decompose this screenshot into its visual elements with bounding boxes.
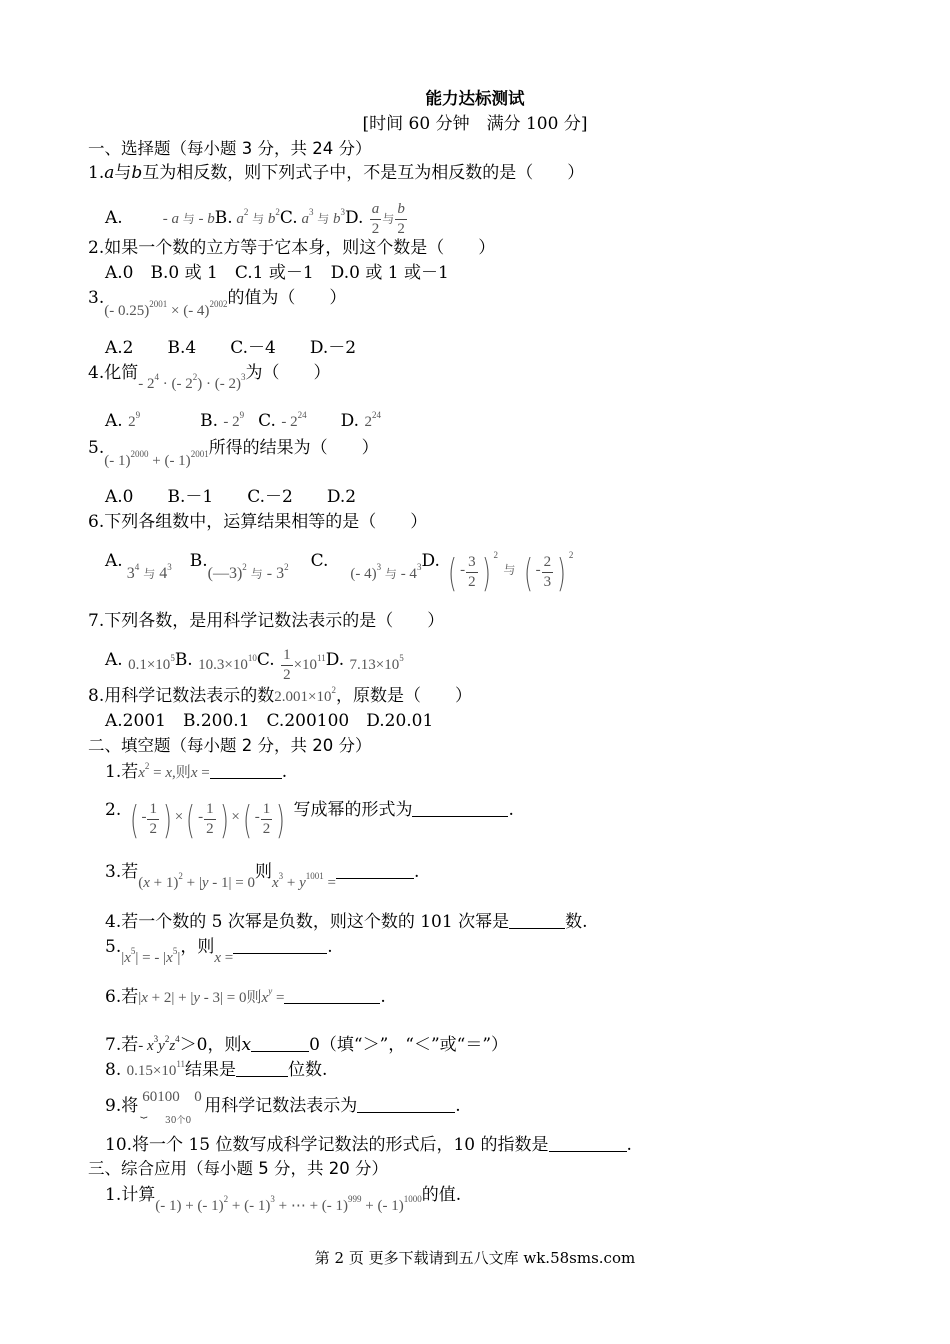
fill-1: 1.若$x^2 = x$,则x = . — [105, 761, 288, 782]
fill-3: 3.若$(x + 1)^2 + |y - 1| = 0$则$x^3 + y^{1001}$ =. — [105, 862, 420, 891]
fill-3-blank[interactable] — [336, 860, 414, 879]
fill-6-blank[interactable] — [284, 985, 380, 1004]
question-3-options: A.2 B.4 C.－4 D.－2 — [105, 338, 357, 358]
fill-8: 8. $0.15\times 10^{11}$结果是 位数. — [105, 1059, 328, 1080]
fill-5: $5.|x^5|$ = - $|x^5|$，则x =. — [105, 937, 333, 966]
section-heading-fill: 二、填空题（每小题 2 分，共 20 分） — [88, 736, 372, 755]
fill-9: 9.将 60100 0 ⏟ 用科学记数法表示为 . — [105, 1089, 461, 1118]
question-8-options: A.2001 B.200.1 C.200100 D.20.01 — [105, 711, 434, 731]
question-3-stem: 3.(- 0.25)$^{2001}$ × (- 4)$^{2002}$的值为（ ） — [88, 288, 347, 319]
page-footer: 第 2 页 更多下载请到五八文库 wk.58sms.com — [314, 1249, 636, 1267]
fill-10: 10.将一个 15 位数写成科学记数法的形式后，10 的指数是 . — [105, 1135, 632, 1155]
fill-9-blank[interactable] — [357, 1094, 455, 1113]
fill-6: 6.若|x + 2| + |y - 3| = 0则$x^y$ = . — [105, 986, 386, 1007]
fill-9-underbrace-label: 30个0 — [165, 1116, 192, 1126]
application-1: 1.计算(- 1) + (- 1)$^2$ + (- 1)$^3$ + ⋯ + (- 1)$^{999}$ + (- 1)$^{1000}$的值. — [105, 1185, 462, 1214]
fill-8-blank[interactable] — [236, 1058, 288, 1077]
question-7-options: A. $0.1\times 10^5B$. $10.3\times 10^{10}C$. $\frac{1}{2}$ $\times 10^{11}D$. $7.13\times 10^5$ — [105, 647, 404, 683]
page-title: 能力达标测试 — [425, 89, 525, 108]
question-7-stem: 7.下列各数，是用科学记数法表示的是（ ） — [88, 611, 445, 631]
question-1-stem: 1.a与b互为相反数，则下列式子中，不是互为相反数的是（ ） — [88, 163, 585, 183]
fill-7-blank[interactable] — [251, 1033, 309, 1052]
question-8-stem: 8.用科学记数法表示的数$2.001\times 10^2$，原数是（ ） — [88, 685, 472, 706]
question-4-stem: 4.化简- $2^4$ · (- $2^2$) · (- 2)$^3$为（ ） — [88, 363, 331, 392]
fill-4: 4.若一个数的 5 次幂是负数，则这个数的 101 次幂是 数. — [105, 912, 588, 932]
fill-10-blank[interactable] — [549, 1133, 627, 1152]
section-heading-choice: 一、选择题（每小题 3 分，共 24 分） — [88, 139, 372, 158]
question-4-options: A. $2^9$ B. - $2^9$ C. - $2^{24}$ D. $2^{24}$ — [105, 410, 381, 431]
fill-7: 7.若- $x^3y^2z^4>0$，则x 0（填“＞”，“＜”或“＝”） — [105, 1034, 509, 1055]
fill-1-blank[interactable] — [210, 760, 282, 779]
question-6-options: A. $3^4$ 与 $4^3$ B.(—3)$^2$ 与 - $3^2$ C.(- 4)$^3$ 与 - $4^3D$. ( - $\frac{3}{2}$ ) 2 与 ( - $\frac{2}{3}$ ) 2 — [105, 550, 574, 595]
fill-2-blank[interactable] — [412, 798, 508, 817]
page-subtitle: [时间 60 分钟 满分 100 分] — [362, 114, 588, 134]
fill-5-blank[interactable] — [233, 935, 327, 954]
fill-2: 2. ( - $\frac{1}{2}$ ) ×( - $\frac{1}{2}$ ) ×( - $\frac{1}{2}$ ) 写成幂的形式为 . — [105, 798, 514, 842]
section-heading-application: 三、综合应用（每小题 5 分，共 20 分） — [88, 1159, 388, 1178]
question-1-options: A. - a 与 - bB. $a^2$ 与 $b^2C$. $a^3$ 与 $b^3D$. $\frac{a}{2}$ 与 $\frac{b}{2}$ — [105, 201, 405, 237]
question-2-options: A.0 B.0 或 1 C.1 或－1 D.0 或 1 或－1 — [105, 263, 449, 283]
question-5-options: A.0 B.－1 C.－2 D.2 — [105, 487, 357, 507]
question-6-stem: 6.下列各组数中，运算结果相等的是（ ） — [88, 512, 428, 532]
question-5-stem: 5.(- 1)$^{2000}$ + (- 1)$^{2001}$所得的结果为（ ） — [88, 438, 379, 469]
fill-4-blank[interactable] — [509, 910, 565, 929]
question-2-stem: 2.如果一个数的立方等于它本身，则这个数是（ ） — [88, 238, 496, 258]
